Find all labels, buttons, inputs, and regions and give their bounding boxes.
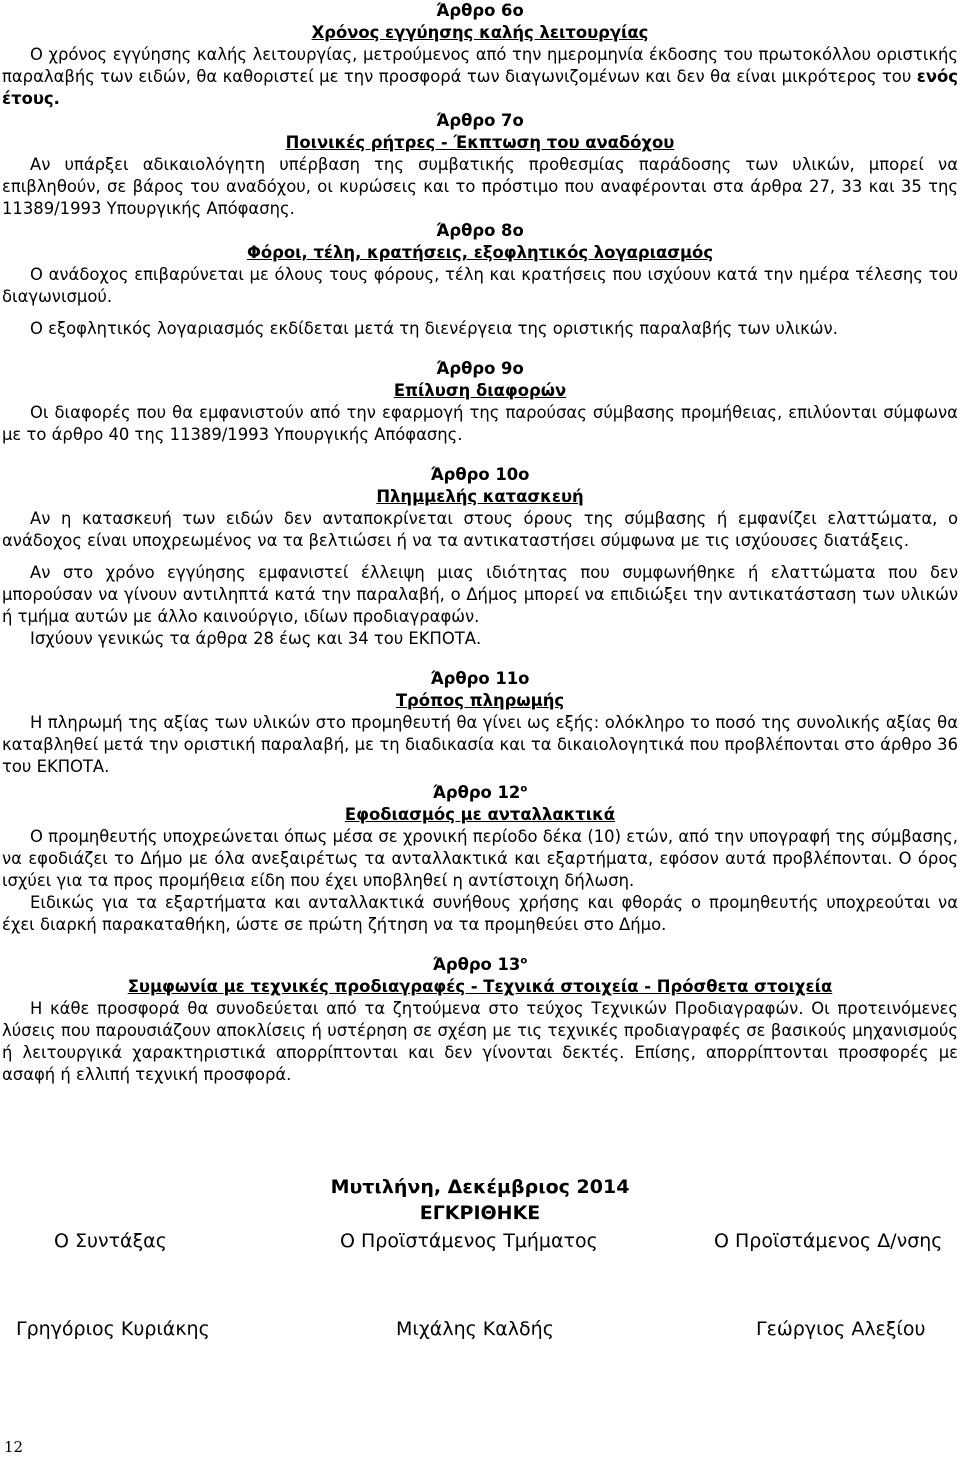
article-8-text-1: Ο ανάδοχος επιβαρύνεται με όλους τους φόρους, τέλη και κρατήσεις που ισχύουν κατά την ημέρα τέλεσης του διαγωνισμού. (2, 265, 958, 306)
article-13 (2, 954, 958, 1086)
article-11-title: Τρόπος πληρωμής (395, 691, 565, 710)
article-10-number: Άρθρο 10ο (430, 465, 530, 484)
article-6-text (2, 44, 958, 110)
article-10 (2, 464, 958, 650)
article-8-text-2: Ο εξοφλητικός λογαριασμός εκδίδεται μετά τη διενέργεια της οριστικής παραλαβής των υλικών. (30, 319, 838, 338)
article-13-number-sup: ο (520, 955, 528, 967)
name-section-head: Μιχάλης Καλδής (396, 1318, 554, 1340)
article-13-number-text: Άρθρο 13 (432, 955, 521, 974)
article-9-title: Επίλυση διαφορών (393, 381, 567, 400)
role-directorate-head: Ο Προϊστάμενος Δ/νσης (714, 1230, 943, 1252)
article-12-text-2: Ειδικώς για τα εξαρτήματα και ανταλλακτικά συνήθους χρήσης και φθοράς ο προμηθευτής υποχρεούται να έχει διαρκή παρακαταθήκη, ώστε σε πρώτη ζήτηση να τα προμηθεύει στο Δήμο. (2, 893, 958, 934)
article-8-title: Φόροι, τέλη, κρατήσεις, εξοφλητικός λογαριασμός (246, 243, 714, 262)
article-12-number-sup: ο (520, 783, 528, 795)
article-9 (2, 358, 958, 446)
document-page (2, 0, 958, 1086)
article-8-number: Άρθρο 8ο (436, 221, 524, 240)
article-11 (2, 668, 958, 778)
article-12 (2, 782, 958, 936)
article-7-title: Ποινικές ρήτρες - Έκπτωση του αναδόχου (285, 133, 675, 152)
article-12-number-text: Άρθρο 12 (432, 783, 521, 802)
name-directorate-head: Γεώργιος Αλεξίου (756, 1318, 926, 1340)
name-author: Γρηγόριος Κυριάκης (16, 1318, 210, 1340)
page-number: 12 (4, 1438, 24, 1456)
article-10-text-1: Αν η κατασκευή των ειδών δεν ανταποκρίνεται στους όρους της σύμβασης ή εμφανίζει ελαττώματα, ο ανάδοχος είναι υποχρεωμένος να τα βελτιώσει ή να τα αντικαταστήσει σύμφωνα με τις ισχύουσες διατάξεις. (2, 509, 958, 550)
place-date: Μυτιλήνη, Δεκέμβριος 2014 (330, 1176, 630, 1198)
article-13-text: Η κάθε προσφορά θα συνοδεύεται από τα ζητούμενα στο τεύχος Τεχνικών Προδιαγραφών. Οι προτεινόμενες λύσεις που παρουσιάζουν αποκλίσεις ή υστέρηση σε σχέση με τις τεχνικές προδιαγραφές σε βασικούς μηχανισμούς ή λειτουργικά χαρακτηριστικά απορρίπτονται και δεν γίνονται δεκτές. Επίσης, απορρίπτονται προσφορές με ασαφή ή ελλιπή τεχνική προσφορά. (2, 999, 958, 1084)
article-7-number: Άρθρο 7ο (436, 111, 524, 130)
article-6-text-bold: ενός έτους. (2, 67, 958, 108)
article-13-number (2, 954, 958, 976)
article-6-number: Άρθρο 6ο (436, 1, 524, 20)
article-8 (2, 220, 958, 340)
article-9-number: Άρθρο 9ο (436, 359, 524, 378)
article-6 (2, 0, 958, 110)
article-10-text-2: Αν στο χρόνο εγγύησης εμφανιστεί έλλειψη μιας ιδιότητας που συμφωνήθηκε ή ελαττώματα που δεν μπορούσαν να γίνουν αντιληπτά κατά την παραλαβή, ο Δήμος μπορεί να επιδιώξει την αντικατάσταση των υλικών ή τμήμα αυτών με άλλο καινούργιο, ιδίων προδιαγραφών. (2, 563, 958, 626)
article-6-text-plain: Ο χρόνος εγγύησης καλής λειτουργίας, μετρούμενος από την ημερομηνία έκδοσης του πρωτοκόλλου οριστικής παραλαβής των ειδών, θα καθοριστεί με την προσφορά των διαγωνιζομένων και δεν θα είναι μικρότερος του (2, 45, 958, 86)
article-12-title: Εφοδιασμός με ανταλλακτικά (344, 805, 616, 824)
article-11-number: Άρθρο 11ο (430, 669, 530, 688)
article-10-text-3: Ισχύουν γενικώς τα άρθρα 28 έως και 34 του ΕΚΠΟΤΑ. (30, 629, 482, 648)
article-7-text: Αν υπάρξει αδικαιολόγητη υπέρβαση της συμβατικής προθεσμίας παράδοσης των υλικών, μπορεί να επιβληθούν, σε βάρος του αναδόχου, οι κυρώσεις και το πρόστιμο που αναφέρονται στα άρθρα 27, 33 και 35 της 11389/1993 Υπουργικής Απόφασης. (2, 155, 958, 218)
article-9-text: Οι διαφορές που θα εμφανιστούν από την εφαρμογή της παρούσας σύμβασης προμήθειας, επιλύονται σύμφωνα με το άρθρο 40 της 11389/1993 Υπουργικής Απόφασης. (2, 403, 958, 444)
article-11-text: Η πληρωμή της αξίας των υλικών στο προμηθευτή θα γίνει ως εξής: ολόκληρο το ποσό της συνολικής αξίας θα καταβληθεί μετά την οριστική παραλαβή, με τη διαδικασία και τα δικαιολογητικά που προβλέπονται στο άρθρο 36 του ΕΚΠΟΤΑ. (2, 713, 958, 776)
approved-label: ΕΓΚΡΙΘΗΚΕ (419, 1202, 541, 1224)
role-section-head: Ο Προϊστάμενος Τμήματος (340, 1230, 598, 1252)
article-12-text-1: Ο προμηθευτής υποχρεώνεται όπως μέσα σε χρονική περίοδο δέκα (10) ετών, από την υπογραφή της σύμβασης, να εφοδιάζει το Δήμο με όλα ανεξαιρέτως τα ανταλλακτικά και εξαρτήματα, εφόσον αυτά προβλέπονται. Ο όρος ισχύει για τα προς προμήθεια είδη που έχει υποβληθεί η αντίστοιχη δήλωση. (2, 827, 958, 890)
article-6-title: Χρόνος εγγύησης καλής λειτουργίας (311, 23, 649, 42)
article-7 (2, 110, 958, 220)
role-author: Ο Συντάξας (54, 1230, 167, 1252)
article-12-number (2, 782, 958, 804)
article-10-title: Πλημμελής κατασκευή (376, 487, 584, 506)
article-13-title: Συμφωνία με τεχνικές προδιαγραφές - Τεχνικά στοιχεία - Πρόσθετα στοιχεία (127, 977, 833, 996)
